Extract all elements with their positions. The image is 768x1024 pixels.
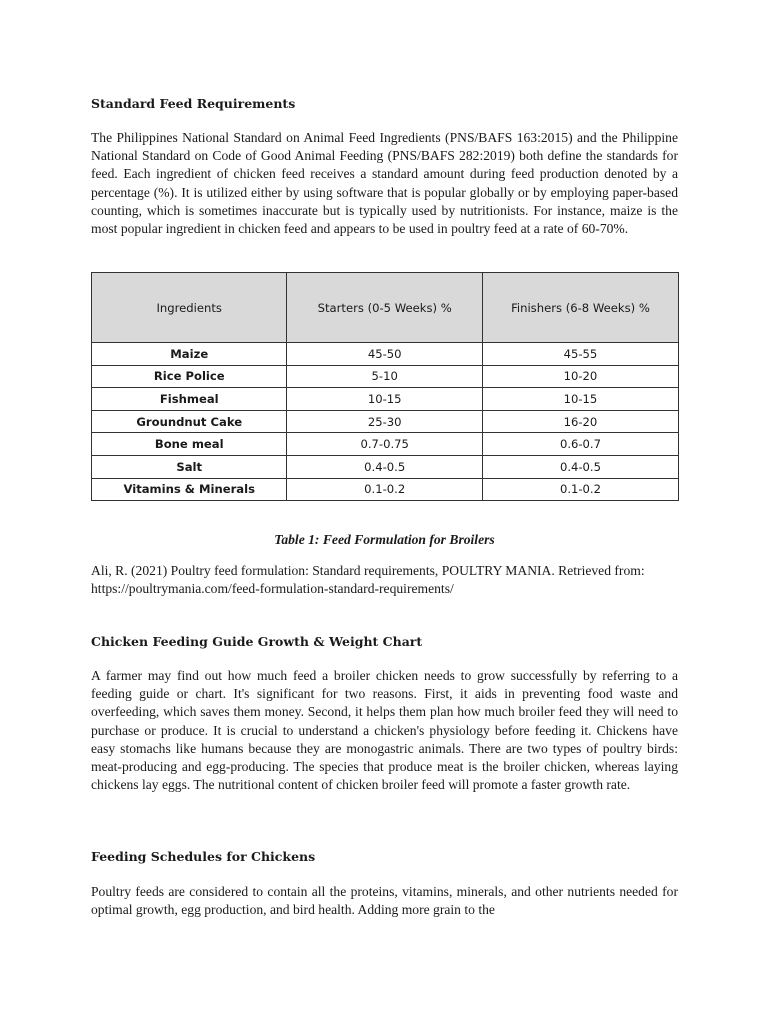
table-cell: 0.4-0.5 bbox=[287, 455, 482, 478]
paragraph-feeding-guide: A farmer may find out how much feed a broiler chicken needs to grow successfully by referring to a feeding guide or chart. It's significant for two reasons. First, it aids in preventing food waste and overfeeding, which saves them money. Second, it helps them plan how much broiler feed they will need to purchase or produce. It is crucial to understand a chicken's physiology before feeding it. Chickens have easy stomachs like humans because they are monogastric animals. There are two types of poultry birds: meat-producing and egg-producing. The species that produce meat is the broiler chicken, whereas laying chickens lay eggs. The nutritional content of chicken broiler feed will promote a faster growth rate. bbox=[91, 668, 678, 793]
table-cell: 45-55 bbox=[482, 343, 678, 366]
table-row bbox=[92, 433, 679, 456]
paragraph-standard-feed: The Philippines National Standard on Animal Feed Ingredients (PNS/BAFS 163:2015) and the Philippine National Standard on Code of Good Animal Feeding (PNS/BAFS 282:2019) both define the standards for feed. Each ingredient of chicken feed receives a standard amount during feed production denoted by a percentage (%). It is utilized either by using software that is popular globally or by employing paper-based counting, which is sometimes inaccurate but is typically used by nutritionists. For instance, maize is the most popular ingredient in chicken feed and appears to be used in poultry feed at a rate of 60-70%. bbox=[91, 130, 678, 237]
table-cell: 0.4-0.5 bbox=[482, 455, 678, 478]
table-row bbox=[92, 388, 679, 411]
section-heading-standard-feed: Standard Feed Requirements bbox=[91, 96, 296, 111]
table-header-cell: Ingredients bbox=[92, 273, 287, 343]
table-cell-ingredient: Salt bbox=[92, 455, 287, 478]
table-cell-ingredient: Fishmeal bbox=[92, 388, 287, 411]
table-cell: 25-30 bbox=[287, 410, 482, 433]
citation: Ali, R. (2021) Poultry feed formulation: Standard requirements, POULTRY MANIA. Retrieved from: https://poultrymania.com/feed-formulation-standard-requirements/ bbox=[91, 563, 645, 597]
table-cell: 10-15 bbox=[482, 388, 678, 411]
table-cell: 45-50 bbox=[287, 343, 482, 366]
table-cell: 16-20 bbox=[482, 410, 678, 433]
table-row bbox=[92, 410, 679, 433]
table-cell-ingredient: Rice Police bbox=[92, 365, 287, 388]
table-cell-ingredient: Vitamins & Minerals bbox=[92, 478, 287, 501]
table-cell: 5-10 bbox=[287, 365, 482, 388]
table-cell: 0.1-0.2 bbox=[482, 478, 678, 501]
table-row bbox=[92, 455, 679, 478]
table-cell: 10-20 bbox=[482, 365, 678, 388]
table-cell: 10-15 bbox=[287, 388, 482, 411]
feed-formulation-table bbox=[91, 272, 679, 501]
table-row bbox=[92, 343, 679, 366]
table-cell-ingredient: Bone meal bbox=[92, 433, 287, 456]
section-heading-feeding-guide: Chicken Feeding Guide Growth & Weight Chart bbox=[91, 634, 423, 649]
table-row bbox=[92, 478, 679, 501]
table-row bbox=[92, 365, 679, 388]
table-cell: 0.7-0.75 bbox=[287, 433, 482, 456]
table-cell: 0.1-0.2 bbox=[287, 478, 482, 501]
section-heading-feeding-schedules: Feeding Schedules for Chickens bbox=[91, 849, 316, 864]
table-header-cell: Finishers (6-8 Weeks) % bbox=[482, 273, 678, 343]
table-cell-ingredient: Maize bbox=[92, 343, 287, 366]
table-header-row bbox=[92, 273, 679, 343]
paragraph-feeding-schedules: Poultry feeds are considered to contain all the proteins, vitamins, minerals, and other nutrients needed for optimal growth, egg production, and bird health. Adding more grain to the bbox=[91, 884, 678, 918]
table-cell: 0.6-0.7 bbox=[482, 433, 678, 456]
table-caption: Table 1: Feed Formulation for Broilers bbox=[274, 532, 495, 547]
table-header-cell: Starters (0-5 Weeks) % bbox=[287, 273, 482, 343]
table-cell-ingredient: Groundnut Cake bbox=[92, 410, 287, 433]
